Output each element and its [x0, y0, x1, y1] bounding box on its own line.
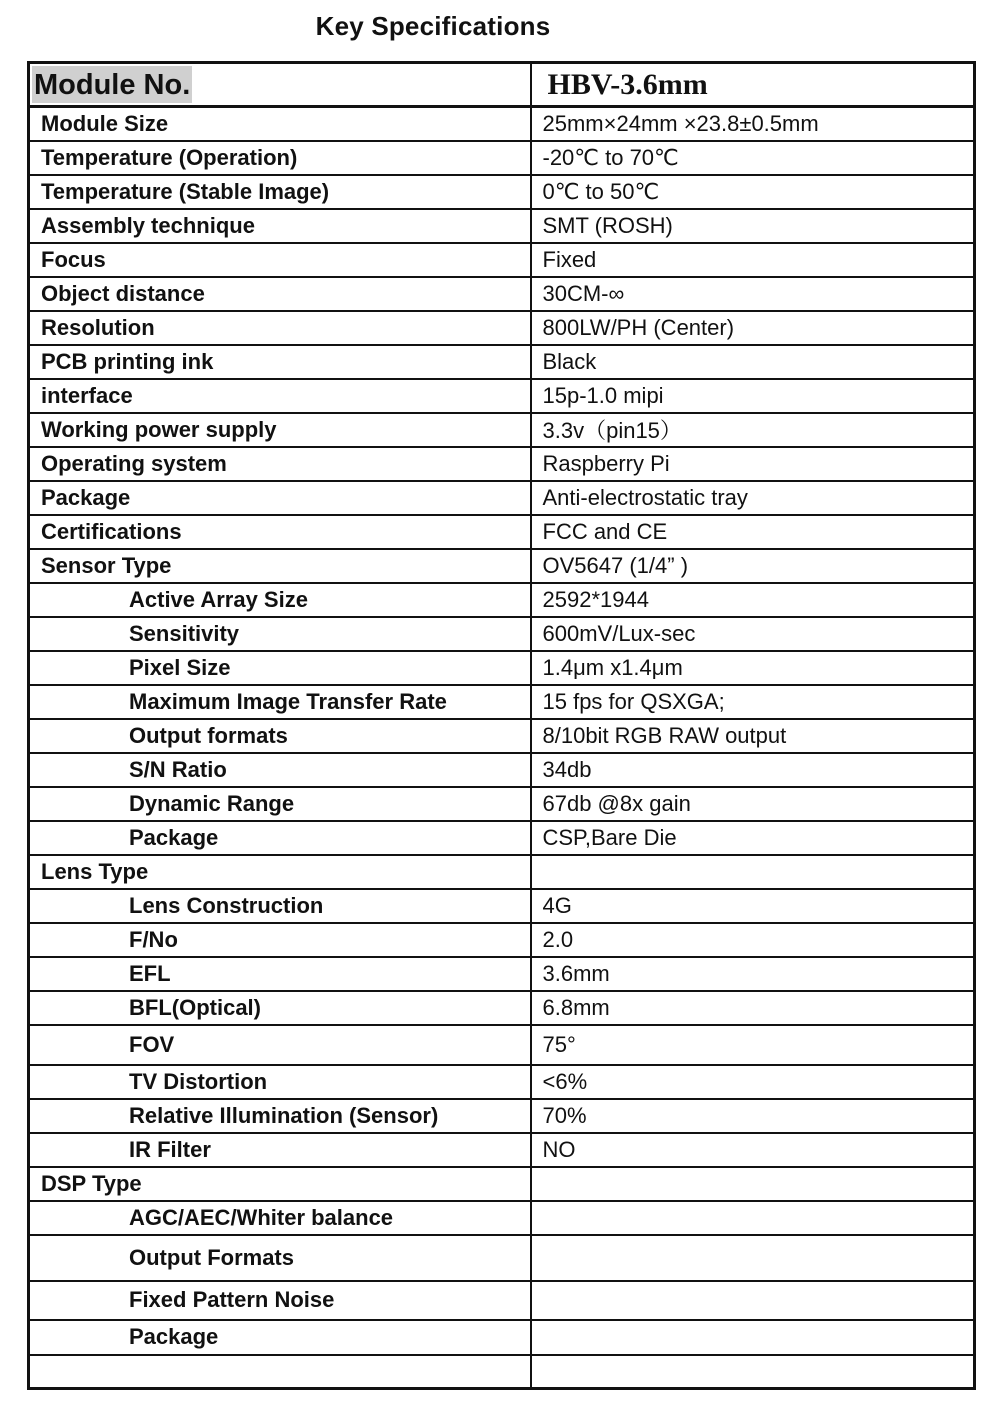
module-no-value: HBV-3.6mm — [531, 63, 975, 107]
table-row — [29, 1065, 975, 1099]
spec-label: Operating system — [29, 447, 531, 481]
table-row — [29, 855, 975, 889]
table-row — [29, 311, 975, 345]
spec-value: 75° — [531, 1025, 975, 1065]
spec-label: FOV — [29, 1025, 531, 1065]
table-row — [29, 1320, 975, 1355]
module-no-label: Module No. — [32, 66, 192, 103]
spec-label: Sensitivity — [29, 617, 531, 651]
spec-value: 4G — [531, 889, 975, 923]
spec-value — [531, 1235, 975, 1281]
table-row — [29, 957, 975, 991]
spec-value: OV5647 (1/4” ) — [531, 549, 975, 583]
spec-label: Module Size — [29, 107, 531, 141]
table-row — [29, 787, 975, 821]
spec-label: Package — [29, 1320, 531, 1355]
spec-value: 15p-1.0 mipi — [531, 379, 975, 413]
spec-label: Active Array Size — [29, 583, 531, 617]
spec-label: Temperature (Operation) — [29, 141, 531, 175]
table-row — [29, 277, 975, 311]
spec-value: 70% — [531, 1099, 975, 1133]
spec-value: Black — [531, 345, 975, 379]
spec-label: Focus — [29, 243, 531, 277]
spec-value: 6.8mm — [531, 991, 975, 1025]
spec-label: Certifications — [29, 515, 531, 549]
spec-value: FCC and CE — [531, 515, 975, 549]
spec-label: Package — [29, 821, 531, 855]
table-row — [29, 923, 975, 957]
table-row — [29, 1355, 975, 1389]
module-no-label-cell — [29, 63, 531, 107]
table-row — [29, 1201, 975, 1235]
table-row — [29, 651, 975, 685]
spec-label: S/N Ratio — [29, 753, 531, 787]
spec-value: 3.3v（pin15） — [531, 413, 975, 447]
spec-value: 3.6mm — [531, 957, 975, 991]
table-row — [29, 175, 975, 209]
table-row — [29, 515, 975, 549]
spec-value: 15 fps for QSXGA; — [531, 685, 975, 719]
spec-label: interface — [29, 379, 531, 413]
table-row — [29, 209, 975, 243]
table-row — [29, 1281, 975, 1320]
table-row — [29, 447, 975, 481]
table-row — [29, 991, 975, 1025]
table-row — [29, 1167, 975, 1201]
spec-label: Package — [29, 481, 531, 515]
spec-label: Working power supply — [29, 413, 531, 447]
table-row — [29, 1099, 975, 1133]
spec-label: AGC/AEC/Whiter balance — [29, 1201, 531, 1235]
spec-value — [531, 1201, 975, 1235]
spec-label: DSP Type — [29, 1167, 531, 1201]
table-row — [29, 1133, 975, 1167]
table-header-row — [29, 63, 975, 107]
table-row — [29, 549, 975, 583]
spec-label: Output Formats — [29, 1235, 531, 1281]
spec-value: 67db @8x gain — [531, 787, 975, 821]
spec-value: Anti-electrostatic tray — [531, 481, 975, 515]
spec-table-body — [29, 63, 975, 1389]
spec-value: -20℃ to 70℃ — [531, 141, 975, 175]
spec-label: Temperature (Stable Image) — [29, 175, 531, 209]
table-row — [29, 1025, 975, 1065]
spec-label: EFL — [29, 957, 531, 991]
spec-value: 600mV/Lux-sec — [531, 617, 975, 651]
table-row — [29, 107, 975, 141]
spec-value: 34db — [531, 753, 975, 787]
spec-label: BFL(Optical) — [29, 991, 531, 1025]
table-row — [29, 141, 975, 175]
table-row — [29, 889, 975, 923]
spec-label: Maximum Image Transfer Rate — [29, 685, 531, 719]
spec-label: Dynamic Range — [29, 787, 531, 821]
spec-label: Resolution — [29, 311, 531, 345]
table-row — [29, 413, 975, 447]
spec-label: Output formats — [29, 719, 531, 753]
spec-value: SMT (ROSH) — [531, 209, 975, 243]
spec-value: Raspberry Pi — [531, 447, 975, 481]
spec-value: Fixed — [531, 243, 975, 277]
spec-label: Assembly technique — [29, 209, 531, 243]
table-row — [29, 243, 975, 277]
table-row — [29, 583, 975, 617]
spec-label: Lens Construction — [29, 889, 531, 923]
spec-label: Sensor Type — [29, 549, 531, 583]
spec-value — [531, 855, 975, 889]
spec-value: 1.4μm x1.4μm — [531, 651, 975, 685]
spec-value: 8/10bit RGB RAW output — [531, 719, 975, 753]
table-row — [29, 1235, 975, 1281]
spec-value: 0℃ to 50℃ — [531, 175, 975, 209]
spec-value — [531, 1281, 975, 1320]
table-row — [29, 345, 975, 379]
spec-label — [29, 1355, 531, 1389]
page-title: Key Specifications — [315, 11, 551, 41]
spec-label: Pixel Size — [29, 651, 531, 685]
table-row — [29, 821, 975, 855]
spec-value: 2592*1944 — [531, 583, 975, 617]
spec-label: F/No — [29, 923, 531, 957]
table-row — [29, 617, 975, 651]
table-row — [29, 481, 975, 515]
spec-label: TV Distortion — [29, 1065, 531, 1099]
table-row — [29, 379, 975, 413]
spec-table — [27, 61, 976, 1390]
spec-value — [531, 1167, 975, 1201]
spec-label: Relative Illumination (Sensor) — [29, 1099, 531, 1133]
spec-value: 800LW/PH (Center) — [531, 311, 975, 345]
spec-label: Fixed Pattern Noise — [29, 1281, 531, 1320]
spec-value: CSP,Bare Die — [531, 821, 975, 855]
table-row — [29, 753, 975, 787]
spec-value: 25mm×24mm ×23.8±0.5mm — [531, 107, 975, 141]
spec-value — [531, 1355, 975, 1389]
spec-value — [531, 1320, 975, 1355]
spec-value: 2.0 — [531, 923, 975, 957]
spec-label: Lens Type — [29, 855, 531, 889]
table-row — [29, 685, 975, 719]
spec-value: 30CM-∞ — [531, 277, 975, 311]
spec-label: IR Filter — [29, 1133, 531, 1167]
spec-label: PCB printing ink — [29, 345, 531, 379]
spec-value: NO — [531, 1133, 975, 1167]
table-row — [29, 719, 975, 753]
spec-value: <6% — [531, 1065, 975, 1099]
spec-label: Object distance — [29, 277, 531, 311]
